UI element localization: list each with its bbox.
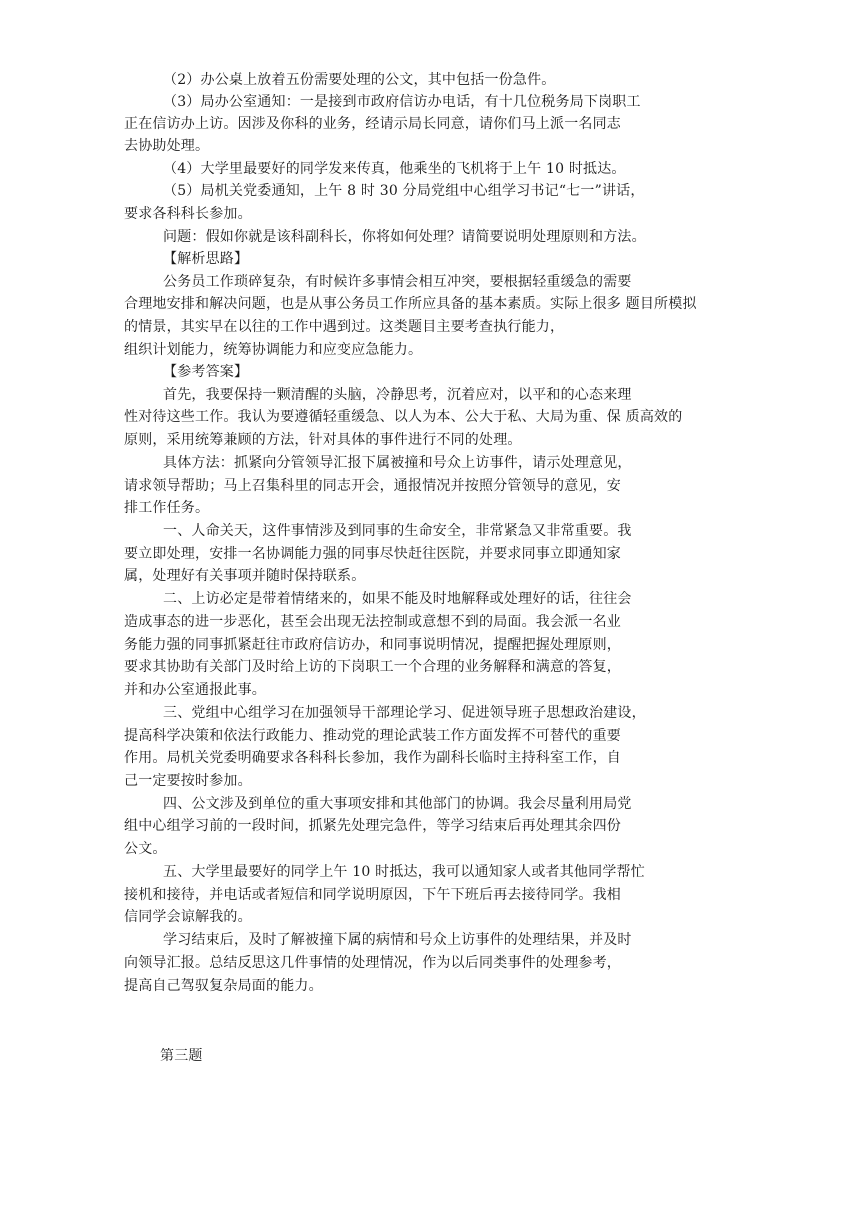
text-line: 提高自己驾驭复杂局面的能力。 — [124, 978, 323, 994]
text-line: 信同学会谅解我的。 — [124, 909, 252, 925]
question-line: 问题：假如你就是该科副科长，你将如何处理？请简要说明处理原则和方法。 — [163, 229, 646, 245]
text-line: 组织计划能力，统筹协调能力和应变应急能力。 — [124, 342, 423, 358]
text-line: 要立即处理，安排一名协调能力强的同事尽快赶往医院，并要求同事立即通知家 — [124, 546, 621, 562]
text-line: 性对待这些工作。我认为要遵循轻重缓急、以人为本、公大于私、大局为重、保 质高效的 — [124, 409, 683, 425]
text-line: 学习结束后，及时了解被撞下属的病情和号众上访事件的处理结果，并及时 — [163, 932, 632, 948]
text-line: 务能力强的同事抓紧赶往市政府信访办，和同事说明情况，提醒把握处理原则， — [124, 637, 621, 653]
text-line: 要求各科科长参加。 — [124, 206, 252, 222]
text-line: 公务员工作琐碎复杂，有时候许多事情会相互冲突，要根据轻重缓急的需要 — [163, 274, 632, 290]
text-line: 四、公文涉及到单位的重大事项安排和其他部门的协调。我会尽量利用局党 — [163, 796, 632, 812]
text-line: 五、大学里最要好的同学上午 10 时抵达，我可以通知家人或者其他同学帮忙 — [163, 864, 645, 880]
text-line: 要求其协助有关部门及时给上访的下岗职工一个合理的业务解释和满意的答复， — [124, 659, 621, 675]
text-line: （5）局机关党委通知，上午 8 时 30 分局党组中心组学习书记“七一”讲话， — [163, 183, 645, 199]
text-line: 三、党组中心组学习在加强领导干部理论学习、促进领导班子思想政治建设， — [163, 705, 646, 721]
section-heading-answer: 【参考答案】 — [163, 364, 249, 380]
text-line: 正在信访办上访。因涉及你科的业务，经请示局长同意，请你们马上派一名同志 — [124, 116, 621, 132]
text-line: 己一定要按时参加。 — [124, 773, 252, 789]
text-line: 接机和接待，并电话或者短信和同学说明原因，下午下班后再去接待同学。我相 — [124, 887, 621, 903]
text-line: 属，处理好有关事项并随时保持联系。 — [124, 568, 366, 584]
text-line: 合理地安排和解决问题，也是从事公务员工作所应具备的基本素质。实际上很多 题目所模拟 — [124, 296, 697, 312]
text-line: 二、上访必定是带着情绪来的，如果不能及时地解释或处理好的话，往往会 — [163, 591, 632, 607]
text-line: 并和办公室通报此事。 — [124, 682, 266, 698]
text-line: 的情景，其实早在以往的工作中遇到过。这类题目主要考查执行能力， — [124, 319, 565, 335]
text-line: （2）办公桌上放着五份需要处理的公文，其中包括一份急件。 — [163, 72, 556, 88]
text-line: （4）大学里最要好的同学发来传真，他乘坐的飞机将于上午 10 时抵达。 — [163, 161, 626, 177]
text-line: 造成事态的进一步恶化，甚至会出现无法控制或意想不到的局面。我会派一名业 — [124, 614, 621, 630]
text-line: 公文。 — [124, 841, 167, 857]
text-line: 请求领导帮助；马上召集科里的同志开会，通报情况并按照分管领导的意见，安 — [124, 478, 621, 494]
text-line: 提高科学决策和依法行政能力、推动党的理论武装工作方面发挥不可替代的重要 — [124, 728, 621, 744]
section-title-question-3: 第三题 — [160, 1048, 203, 1064]
text-line: 排工作任务。 — [124, 500, 210, 516]
text-line: 组中心组学习前的一段时间，抓紧先处理完急件，等学习结束后再处理其余四份 — [124, 818, 621, 834]
text-line: 首先，我要保持一颗清醒的头脑，冷静思考，沉着应对，以平和的心态来理 — [163, 387, 632, 403]
text-line: 向领导汇报。总结反思这几件事情的处理情况，作为以后同类事件的处理参考， — [124, 955, 621, 971]
text-line: 具体方法：抓紧向分管领导汇报下属被撞和号众上访事件，请示处理意见， — [163, 455, 632, 471]
section-heading-analysis: 【解析思路】 — [163, 251, 249, 267]
text-line: 一、人命关天，这件事情涉及到同事的生命安全，非常紧急又非常重要。我 — [163, 523, 632, 539]
text-line: 作用。局机关党委明确要求各科科长参加，我作为副科长临时主持科室工作，自 — [124, 750, 621, 766]
text-line: （3）局办公室通知：一是接到市政府信访办电话，有十几位税务局下岗职工 — [163, 94, 641, 110]
text-line: 去协助处理。 — [124, 138, 210, 154]
text-line: 原则，采用统筹兼顾的方法，针对具体的事件进行不同的处理。 — [124, 432, 522, 448]
